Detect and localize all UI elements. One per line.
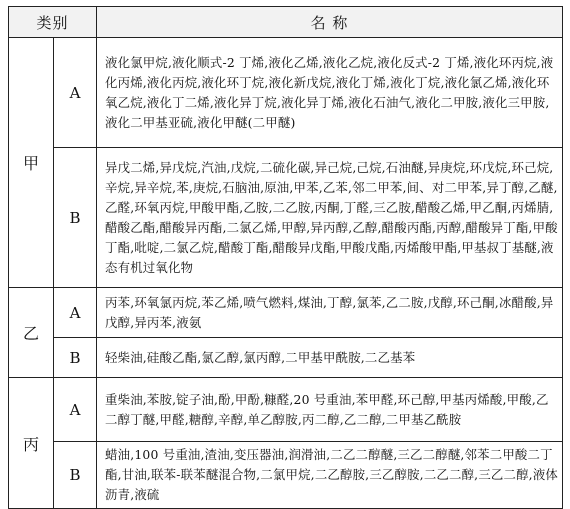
subclass-label: B — [54, 338, 97, 378]
names-cell: 重柴油,苯胺,锭子油,酚,甲酚,糠醛,20 号重油,苯甲醛,环己醇,甲基丙烯酸,甲酸,乙二醇丁醚,甲醛,糖醇,辛醇,单乙醇胺,丙二醇,乙二醇,二甲基乙酰胺 — [97, 378, 563, 442]
table-row — [9, 338, 563, 378]
table-row — [9, 148, 563, 288]
class-label-jia: 甲 — [9, 38, 54, 288]
names-cell: 液化氯甲烷,液化顺式-2 丁烯,液化乙烯,液化乙烷,液化反式-2 丁烯,液化环丙烷,液化丙烯,液化丙烷,液化环丁烷,液化新戊烷,液化丁烯,液化丁烷,液化氯乙烯,液化环氧乙烷,液化丁二烯,液化异丁烷,液化异丁烯,液化石油气,液化二甲胺,液化三甲胺,液化二甲基亚硫,液化甲醚(二甲醚) — [97, 38, 563, 148]
subclass-label: B — [54, 148, 97, 288]
names-cell: 丙苯,环氧氯丙烷,苯乙烯,喷气燃料,煤油,丁醇,氯苯,乙二胺,戊醇,环己酮,冰醋酸,异戊醇,异丙苯,液氨 — [97, 288, 563, 338]
table-row — [9, 442, 563, 509]
subclass-label: A — [54, 378, 97, 442]
header-names: 名 称 — [97, 7, 563, 38]
subclass-label: B — [54, 442, 97, 509]
table-row — [9, 378, 563, 442]
names-cell: 异戊二烯,异戊烷,汽油,戊烷,二硫化碳,异己烷,己烷,石油醚,异庚烷,环戊烷,环己烷,辛烷,异辛烷,苯,庚烷,石脑油,原油,甲苯,乙苯,邻二甲苯,间、对二甲苯,异丁醇,乙醚,乙醛,环氧丙烷,甲酸甲酯,乙胺,二乙胺,丙酮,丁醛,三乙胺,醋酸乙烯,甲乙酮,丙烯腈,醋酸乙酯,醋酸异丙酯,二氯乙烯,甲醇,异丙醇,乙醇,醋酸丙酯,丙醇,醋酸异丁酯,甲酸丁酯,吡啶,二氯乙烷,醋酸丁酯,醋酸异戊酯,甲酸戊酯,丙烯酸甲酯,甲基叔丁基醚,液态有机过氧化物 — [97, 148, 563, 288]
class-label-bing: 丙 — [9, 378, 54, 509]
class-label-yi: 乙 — [9, 288, 54, 378]
header-row — [9, 7, 563, 38]
table-row — [9, 288, 563, 338]
header-category: 类别 — [9, 7, 97, 38]
names-cell: 轻柴油,硅酸乙酯,氯乙醇,氯丙醇,二甲基甲酰胺,二乙基苯 — [97, 338, 563, 378]
classification-table — [8, 6, 563, 509]
subclass-label: A — [54, 38, 97, 148]
subclass-label: A — [54, 288, 97, 338]
names-cell: 蜡油,100 号重油,渣油,变压器油,润滑油,二乙二醇醚,三乙二醇醚,邻苯二甲酸二丁酯,甘油,联苯-联苯醚混合物,二氯甲烷,二乙醇胺,三乙醇胺,二乙二醇,三乙二醇,液体沥青,液硫 — [97, 442, 563, 509]
table-row — [9, 38, 563, 148]
